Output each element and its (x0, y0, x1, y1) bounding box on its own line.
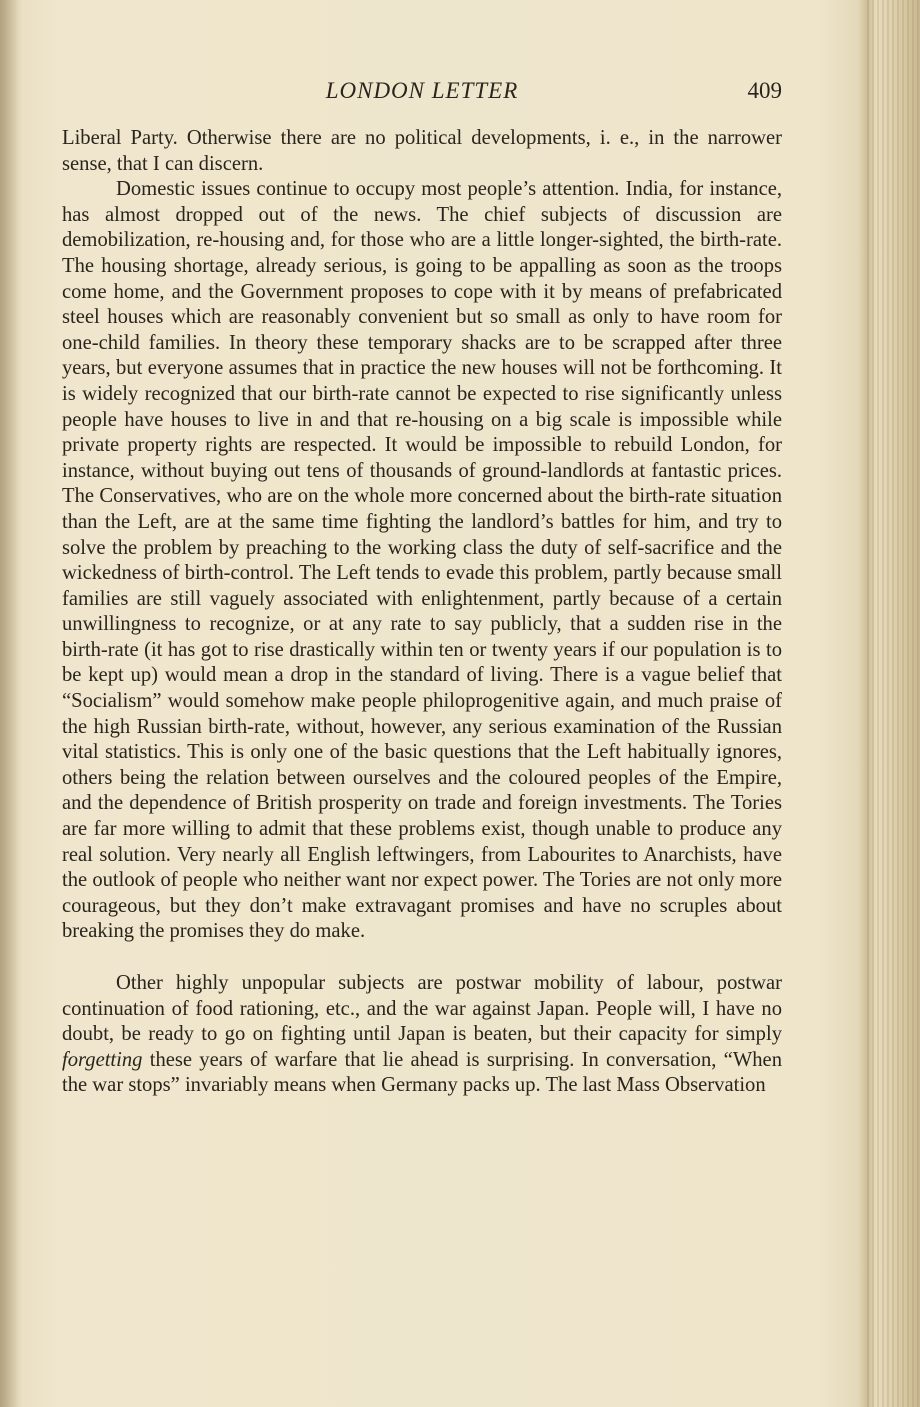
page-edges (864, 0, 920, 1407)
gutter-shadow (0, 0, 22, 1407)
running-title: LONDON LETTER (325, 78, 519, 103)
paragraph-unpopular-subjects (62, 971, 782, 1099)
paragraph-continued: Liberal Party. Otherwise there are no political developments, i. e., in the narrower sense, that I can discern. (62, 127, 782, 175)
italic-emphasis: forgetting (62, 1048, 143, 1071)
paragraph-text: Other highly unpopular subjects are postwar mobility of labour, postwar continuation of food rationing, etc., and the war against Japan. People will, I have no doubt, be ready to go on fighting until Japan is beaten, but their capacity for simply (62, 972, 782, 1046)
paragraph-domestic-issues: Domestic issues continue to occupy most people’s attention. India, for instance, has almost dropped out of the news. The chief subjects of discussion are demobilization, re-housing and, for those who are a little longer-sighted, the birth-rate. The housing shortage, already serious, is going to be appalling as soon as the troops come home, and the Government proposes to cope with it by means of prefabricated steel houses which are reasonably convenient but so small as only to have room for one-child families. In theory these temporary shacks are to be scrapped after three years, but everyone assumes that in practice the new houses will not be forthcoming. It is widely recognized that our birth-rate cannot be expected to rise significantly unless people have houses to live in and that re-housing on a big scale is impossible while private property rights are respected. It would be impossible to rebuild London, for instance, without buying out tens of thousands of ground-landlords at fantastic prices. The Conservatives, who are on the whole more concerned about the birth-rate situation than the Left, are at the same time fighting the landlord’s battles for him, and try to solve the problem by preaching to the working class the duty of self-sacrifice and the wickedness of birth-control. The Left tends to evade this problem, partly because small families are still vaguely associated with enlightenment, partly because of a certain unwillingness to recognize, or at any rate to say publicly, that a sudden rise in the birth-rate (it has got to rise drastically within ten or twenty years if our population is to be kept up) would mean a drop in the standard of living. There is a vague belief that “Socialism” would somehow make people philoprogenitive again, and much praise of the high Russian birth-rate, without, however, any serious examination of the Russian vital statistics. This is only one of the basic questions that the Left habitually ignores, others being the relation between ourselves and the coloured peoples of the Empire, and the dependence of British prosperity on trade and foreign investments. The Tories are far more willing to admit that these problems exist, though unable to produce any real solution. Very nearly all English leftwingers, from Labourites to Anarchists, have the outlook of people who neither want nor expect power. The Tories are not only more courageous, but they don’t make extravagant promises and have no scruples about breaking the promises they do make. (62, 178, 782, 943)
page-number: 409 (747, 78, 782, 103)
body-text (62, 126, 782, 1099)
paragraph-text: these years of warfare that lie ahead is surprising. In conversation, “When the war stops” invariably means when Germany packs up. The last Mass Observation (62, 1048, 782, 1097)
running-header (62, 76, 782, 110)
